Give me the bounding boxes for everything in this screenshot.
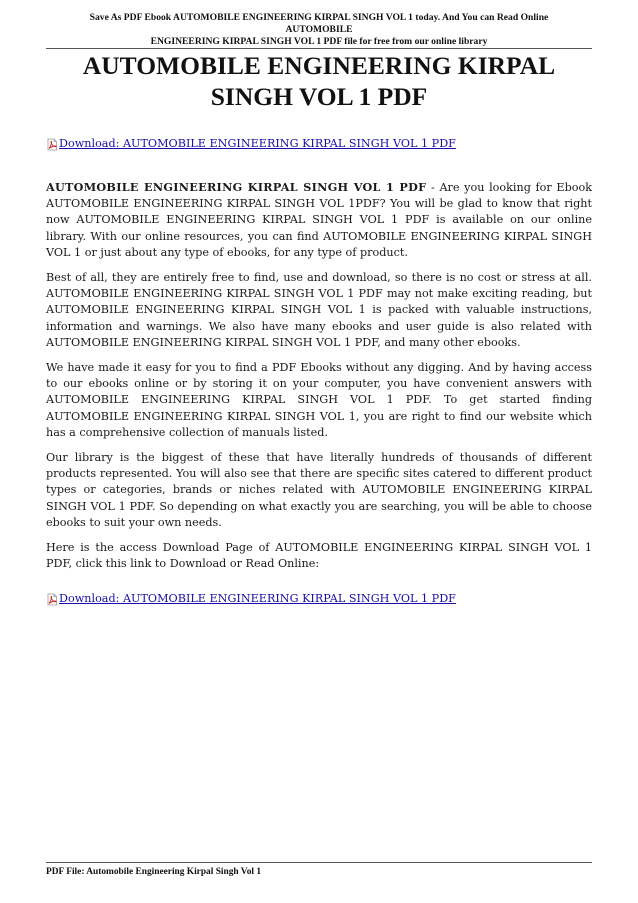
paragraph-intro xyxy=(46,179,592,261)
footer-note: PDF File: Automobile Engineering Kirpal Singh Vol 1 xyxy=(46,867,262,877)
page-title-line-2: SINGH VOL 1 PDF xyxy=(210,82,428,111)
paragraph-access: Here is the access Download Page of AUTOMOBILE ENGINEERING KIRPAL SINGH VOL 1 PDF, click this link to Download or Read Online: xyxy=(46,541,592,571)
download-link-bottom[interactable] xyxy=(46,592,456,606)
header-note xyxy=(60,12,578,48)
intro-lead-title: AUTOMOBILE ENGINEERING KIRPAL SINGH VOL 1 PDF xyxy=(46,180,427,194)
header-note-line-1: Save As PDF Ebook AUTOMOBILE ENGINEERING KIRPAL SINGH VOL 1 today. And You can Read Online AUTOMOBILE xyxy=(89,12,549,35)
download-link-top[interactable] xyxy=(46,137,456,151)
download-link-bottom-label[interactable]: Download: AUTOMOBILE ENGINEERING KIRPAL SINGH VOL 1 PDF xyxy=(59,592,456,605)
download-link-top-label[interactable]: Download: AUTOMOBILE ENGINEERING KIRPAL SINGH VOL 1 PDF xyxy=(59,137,456,150)
paragraph-easy: We have made it easy for you to find a PDF Ebooks without any digging. And by having access to our ebooks online or by storing it on your computer, you have convenient answers with AUTOMOBILE ENGINEERING KIRPAL SINGH VOL 1 PDF. To get started finding AUTOMOBILE ENGINEERING KIRPAL SINGH VOL 1, you are right to find our website which has a comprehensive collection of manuals listed. xyxy=(46,361,592,439)
page-title xyxy=(46,50,592,112)
paragraph-free: Best of all, they are entirely free to find, use and download, so there is no cost or stress at all. AUTOMOBILE ENGINEERING KIRPAL SINGH VOL 1 PDF may not make exciting reading, but AUTOMOBILE ENGINEERING KIRPAL SINGH VOL 1 is packed with valuable instructions, information and warnings. We also have many ebooks and user guide is also related with AUTOMOBILE ENGINEERING KIRPAL SINGH VOL 1 PDF, and many other ebooks. xyxy=(46,271,592,349)
header-divider xyxy=(46,48,592,49)
page-title-line-1: AUTOMOBILE ENGINEERING KIRPAL xyxy=(82,51,556,80)
header-note-line-2: ENGINEERING KIRPAL SINGH VOL 1 PDF file for free from our online library xyxy=(150,36,488,47)
footer-divider xyxy=(46,862,592,863)
paragraph-library: Our library is the biggest of these that have literally hundreds of thousands of different products represented. You will also see that there are specific sites catered to different product types or categories, brands or niches related with AUTOMOBILE ENGINEERING KIRPAL SINGH VOL 1 PDF. So depending on what exactly you are searching, you will be able to choose ebooks to suit your own needs. xyxy=(46,451,592,529)
pdf-file-icon xyxy=(46,138,58,151)
article-body xyxy=(46,179,592,581)
intro-text: - Are you looking for Ebook AUTOMOBILE ENGINEERING KIRPAL SINGH VOL 1PDF? You will be glad to know that right now AUTOMOBILE ENGINEERING KIRPAL SINGH VOL 1 PDF is available on our online library. With our online resources, you can find AUTOMOBILE ENGINEERING KIRPAL SINGH VOL 1 or just about any type of ebooks, for any type of product. xyxy=(46,181,592,259)
pdf-file-icon xyxy=(46,593,58,606)
